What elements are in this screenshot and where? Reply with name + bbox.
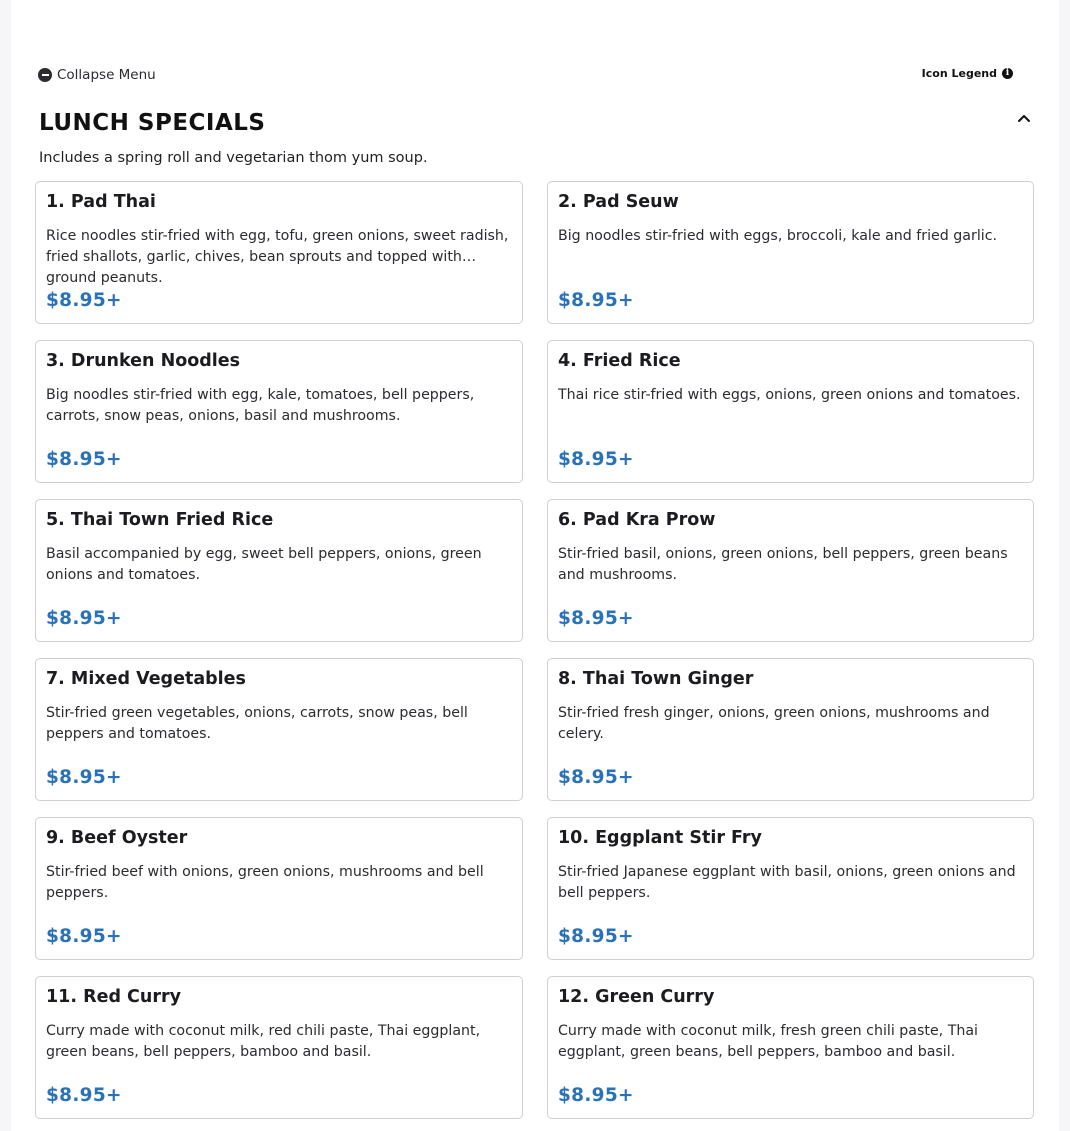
menu-item-description: Rice noodles stir-fried with egg, tofu, green onions, sweet radish, fried shallots, garlic, chives, bean sprouts and topped with ground peanuts. (46, 228, 509, 286)
menu-item-name: 9. Beef Oyster (46, 828, 188, 848)
section-description: Includes a spring roll and vegetarian thom yum soup. (39, 150, 428, 166)
menu-item-name: 7. Mixed Vegetables (46, 669, 246, 689)
menu-item-name: 11. Red Curry (46, 987, 182, 1007)
menu-item-description: Big noodles stir-fried with egg, kale, tomatoes, bell peppers, carrots, snow peas, onions, basil and mushrooms. (46, 387, 475, 424)
menu-item-price: $8.95+ (46, 290, 122, 311)
menu-toolbar (38, 67, 1013, 85)
collapse-menu-label: Collapse Menu (57, 67, 156, 83)
menu-item-card[interactable] (35, 499, 523, 642)
menu-item-price: $8.95+ (46, 1085, 122, 1106)
menu-item-price: $8.95+ (558, 1085, 634, 1106)
menu-item-name: 10. Eggplant Stir Fry (558, 828, 762, 848)
menu-item-name: 2. Pad Seuw (558, 192, 679, 212)
menu-item-name: 12. Green Curry (558, 987, 715, 1007)
menu-item-card[interactable] (35, 181, 523, 324)
menu-item-description: Stir-fried beef with onions, green onions, mushrooms and bell peppers. (46, 864, 484, 901)
icon-legend-button[interactable] (922, 67, 1013, 80)
menu-item-card[interactable] (547, 817, 1034, 960)
menu-item-price: $8.95+ (558, 767, 634, 788)
section-title: LUNCH SPECIALS (39, 110, 266, 136)
collapse-menu-button[interactable] (38, 67, 156, 83)
info-circle-icon: i (1002, 68, 1013, 79)
menu-item-name: 5. Thai Town Fried Rice (46, 510, 274, 530)
menu-item-description: Thai rice stir-fried with eggs, onions, green onions and tomatoes. (558, 387, 1021, 403)
menu-item-name: 3. Drunken Noodles (46, 351, 241, 371)
menu-item-price: $8.95+ (558, 926, 634, 947)
menu-item-card[interactable] (35, 340, 523, 483)
menu-item-name: 4. Fried Rice (558, 351, 681, 371)
menu-item-price: $8.95+ (46, 926, 122, 947)
menu-item-card[interactable] (35, 658, 523, 801)
menu-item-card[interactable] (547, 340, 1034, 483)
menu-item-card[interactable] (35, 817, 523, 960)
menu-item-card[interactable] (35, 976, 523, 1119)
menu-item-description: Curry made with coconut milk, fresh green chili paste, Thai eggplant, green beans, bell peppers, bamboo and basil. (558, 1023, 978, 1060)
menu-item-name: 6. Pad Kra Prow (558, 510, 716, 530)
icon-legend-label: Icon Legend (921, 67, 997, 80)
menu-item-description: Stir-fried Japanese eggplant with basil, onions, green onions and bell peppers. (558, 864, 1016, 901)
menu-item-card[interactable] (547, 181, 1034, 324)
menu-item-price: $8.95+ (558, 290, 634, 311)
menu-item-card[interactable] (547, 499, 1034, 642)
menu-item-card[interactable] (547, 976, 1034, 1119)
menu-item-name: 1. Pad Thai (46, 192, 156, 212)
menu-item-description: Stir-fried green vegetables, onions, carrots, snow peas, bell peppers and tomatoes. (46, 705, 468, 742)
menu-item-price: $8.95+ (558, 608, 634, 629)
menu-item-card[interactable] (547, 658, 1034, 801)
menu-item-description: Stir-fried fresh ginger, onions, green onions, mushrooms and celery. (558, 705, 990, 742)
menu-item-description: Curry made with coconut milk, red chili paste, Thai eggplant, green beans, bell peppers, bamboo and basil. (46, 1023, 481, 1060)
menu-item-description: Basil accompanied by egg, sweet bell peppers, onions, green onions and tomatoes. (46, 546, 482, 583)
menu-item-description: Big noodles stir-fried with eggs, broccoli, kale and fried garlic. (558, 228, 998, 244)
chevron-up-icon[interactable] (1016, 110, 1032, 126)
menu-item-price: $8.95+ (46, 608, 122, 629)
menu-items-grid (35, 181, 1034, 1119)
menu-item-price: $8.95+ (558, 449, 634, 470)
menu-item-description: Stir-fried basil, onions, green onions, bell peppers, green beans and mushrooms. (558, 546, 1008, 583)
menu-item-price: $8.95+ (46, 767, 122, 788)
menu-item-price: $8.95+ (46, 449, 122, 470)
menu-item-name: 8. Thai Town Ginger (558, 669, 754, 689)
minus-circle-icon (38, 68, 52, 82)
menu-page (11, 0, 1059, 1131)
